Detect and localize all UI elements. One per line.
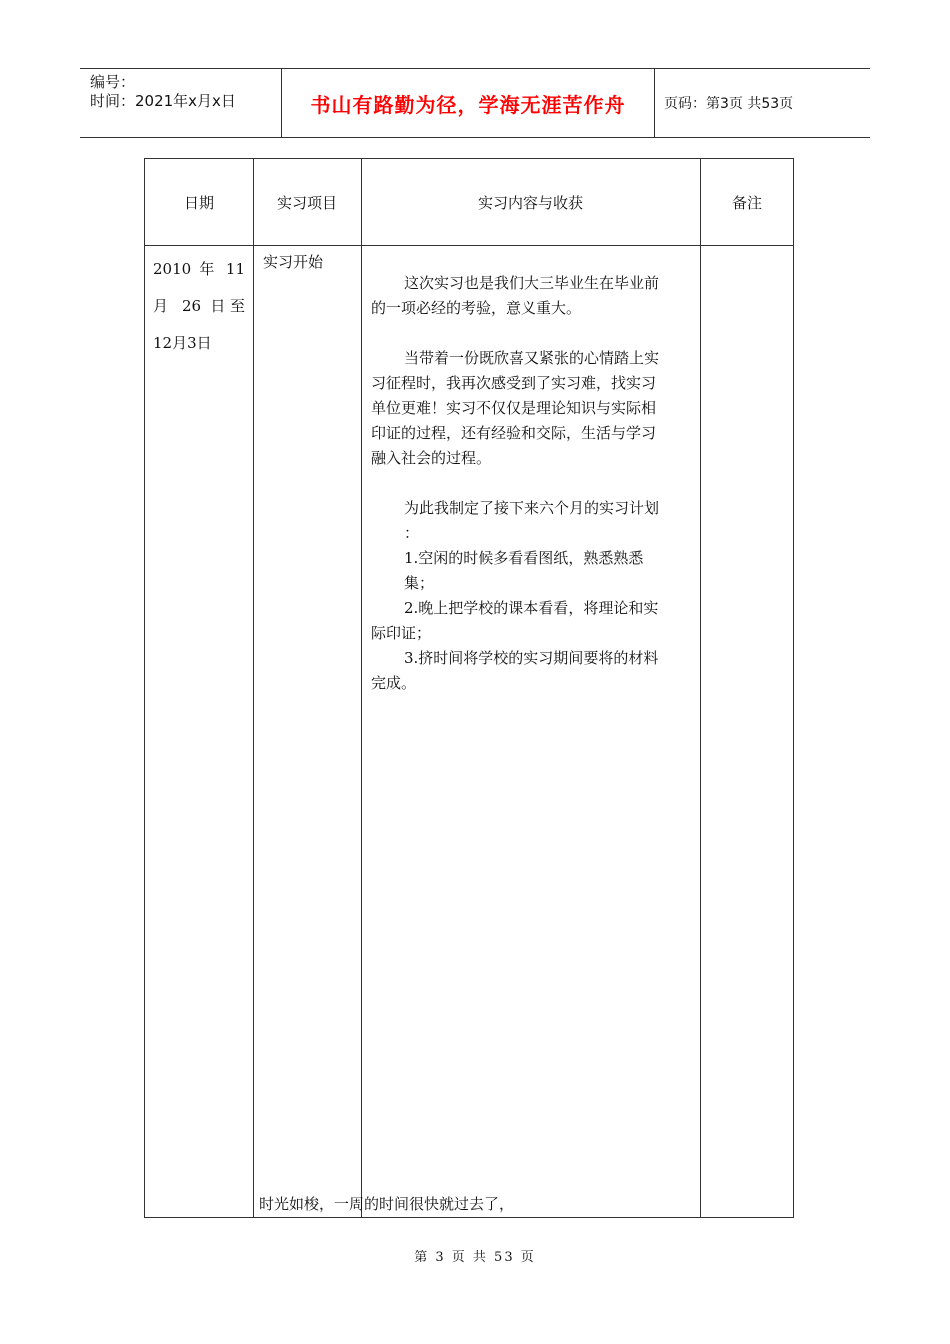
plan-item-3-cont: 完成。 <box>371 674 417 692</box>
page-header <box>80 68 870 138</box>
date-line: 2010 年 11 <box>153 260 245 278</box>
number-label: 编号： <box>90 73 136 91</box>
plan-item-1: 1.空闲的时候多看看图纸，熟悉熟悉 <box>404 549 644 567</box>
page-footer: 第 3 页 共 53 页 <box>414 1250 536 1265</box>
paragraph-line: 当带着一份既欣喜又紧张的心情踏上实 <box>404 349 660 367</box>
column-header-remark: 备注 <box>731 193 762 212</box>
item-cell: 实习开始 <box>263 253 324 271</box>
plan-item-3: 3.挤时间将学校的实习期间要将的材料 <box>404 649 659 667</box>
plan-item-1-cont: 集； <box>404 574 435 592</box>
date-line: 月 26 日至 <box>153 297 245 315</box>
content-cell <box>371 271 707 696</box>
plan-intro: 为此我制定了接下来六个月的实习计划 <box>404 499 660 517</box>
paragraph-line: 这次实习也是我们大三毕业生在毕业前 <box>404 274 660 292</box>
plan-item-2: 2.晚上把学校的课本看看，将理论和实 <box>404 599 659 617</box>
plan-colon: ： <box>404 524 420 542</box>
date-cell <box>153 251 245 362</box>
header-row-divider <box>145 245 793 246</box>
plan-item-2-cont: 际印证； <box>371 624 432 642</box>
column-divider <box>253 159 254 1217</box>
paragraph-line: 习征程时，我再次感受到了实习难，找实习 <box>371 374 657 392</box>
paragraph-line: 单位更难！实习不仅仅是理论知识与实际相 <box>371 399 657 417</box>
column-divider <box>361 159 362 1217</box>
motto: 书山有路勤为径，学海无涯苦作舟 <box>281 69 655 137</box>
column-header-item: 实习项目 <box>276 193 337 212</box>
date-line: 12月3日 <box>153 334 212 352</box>
page-info: 页码：第3页 共53页 <box>664 96 794 112</box>
time-label: 时间：2021年x月x日 <box>90 92 236 110</box>
column-header-date: 日期 <box>183 193 214 212</box>
paragraph-line: 的一项必经的考验，意义重大。 <box>371 299 582 317</box>
header-meta <box>90 73 280 111</box>
internship-table <box>144 158 794 1218</box>
paragraph-line: 融入社会的过程。 <box>371 449 492 467</box>
column-header-content: 实习内容与收获 <box>477 193 583 212</box>
paragraph-line: 印证的过程，还有经验和交际，生活与学习 <box>371 424 657 442</box>
continuation-line: 时光如梭，一周的时间很快就过去了， <box>259 1195 515 1213</box>
